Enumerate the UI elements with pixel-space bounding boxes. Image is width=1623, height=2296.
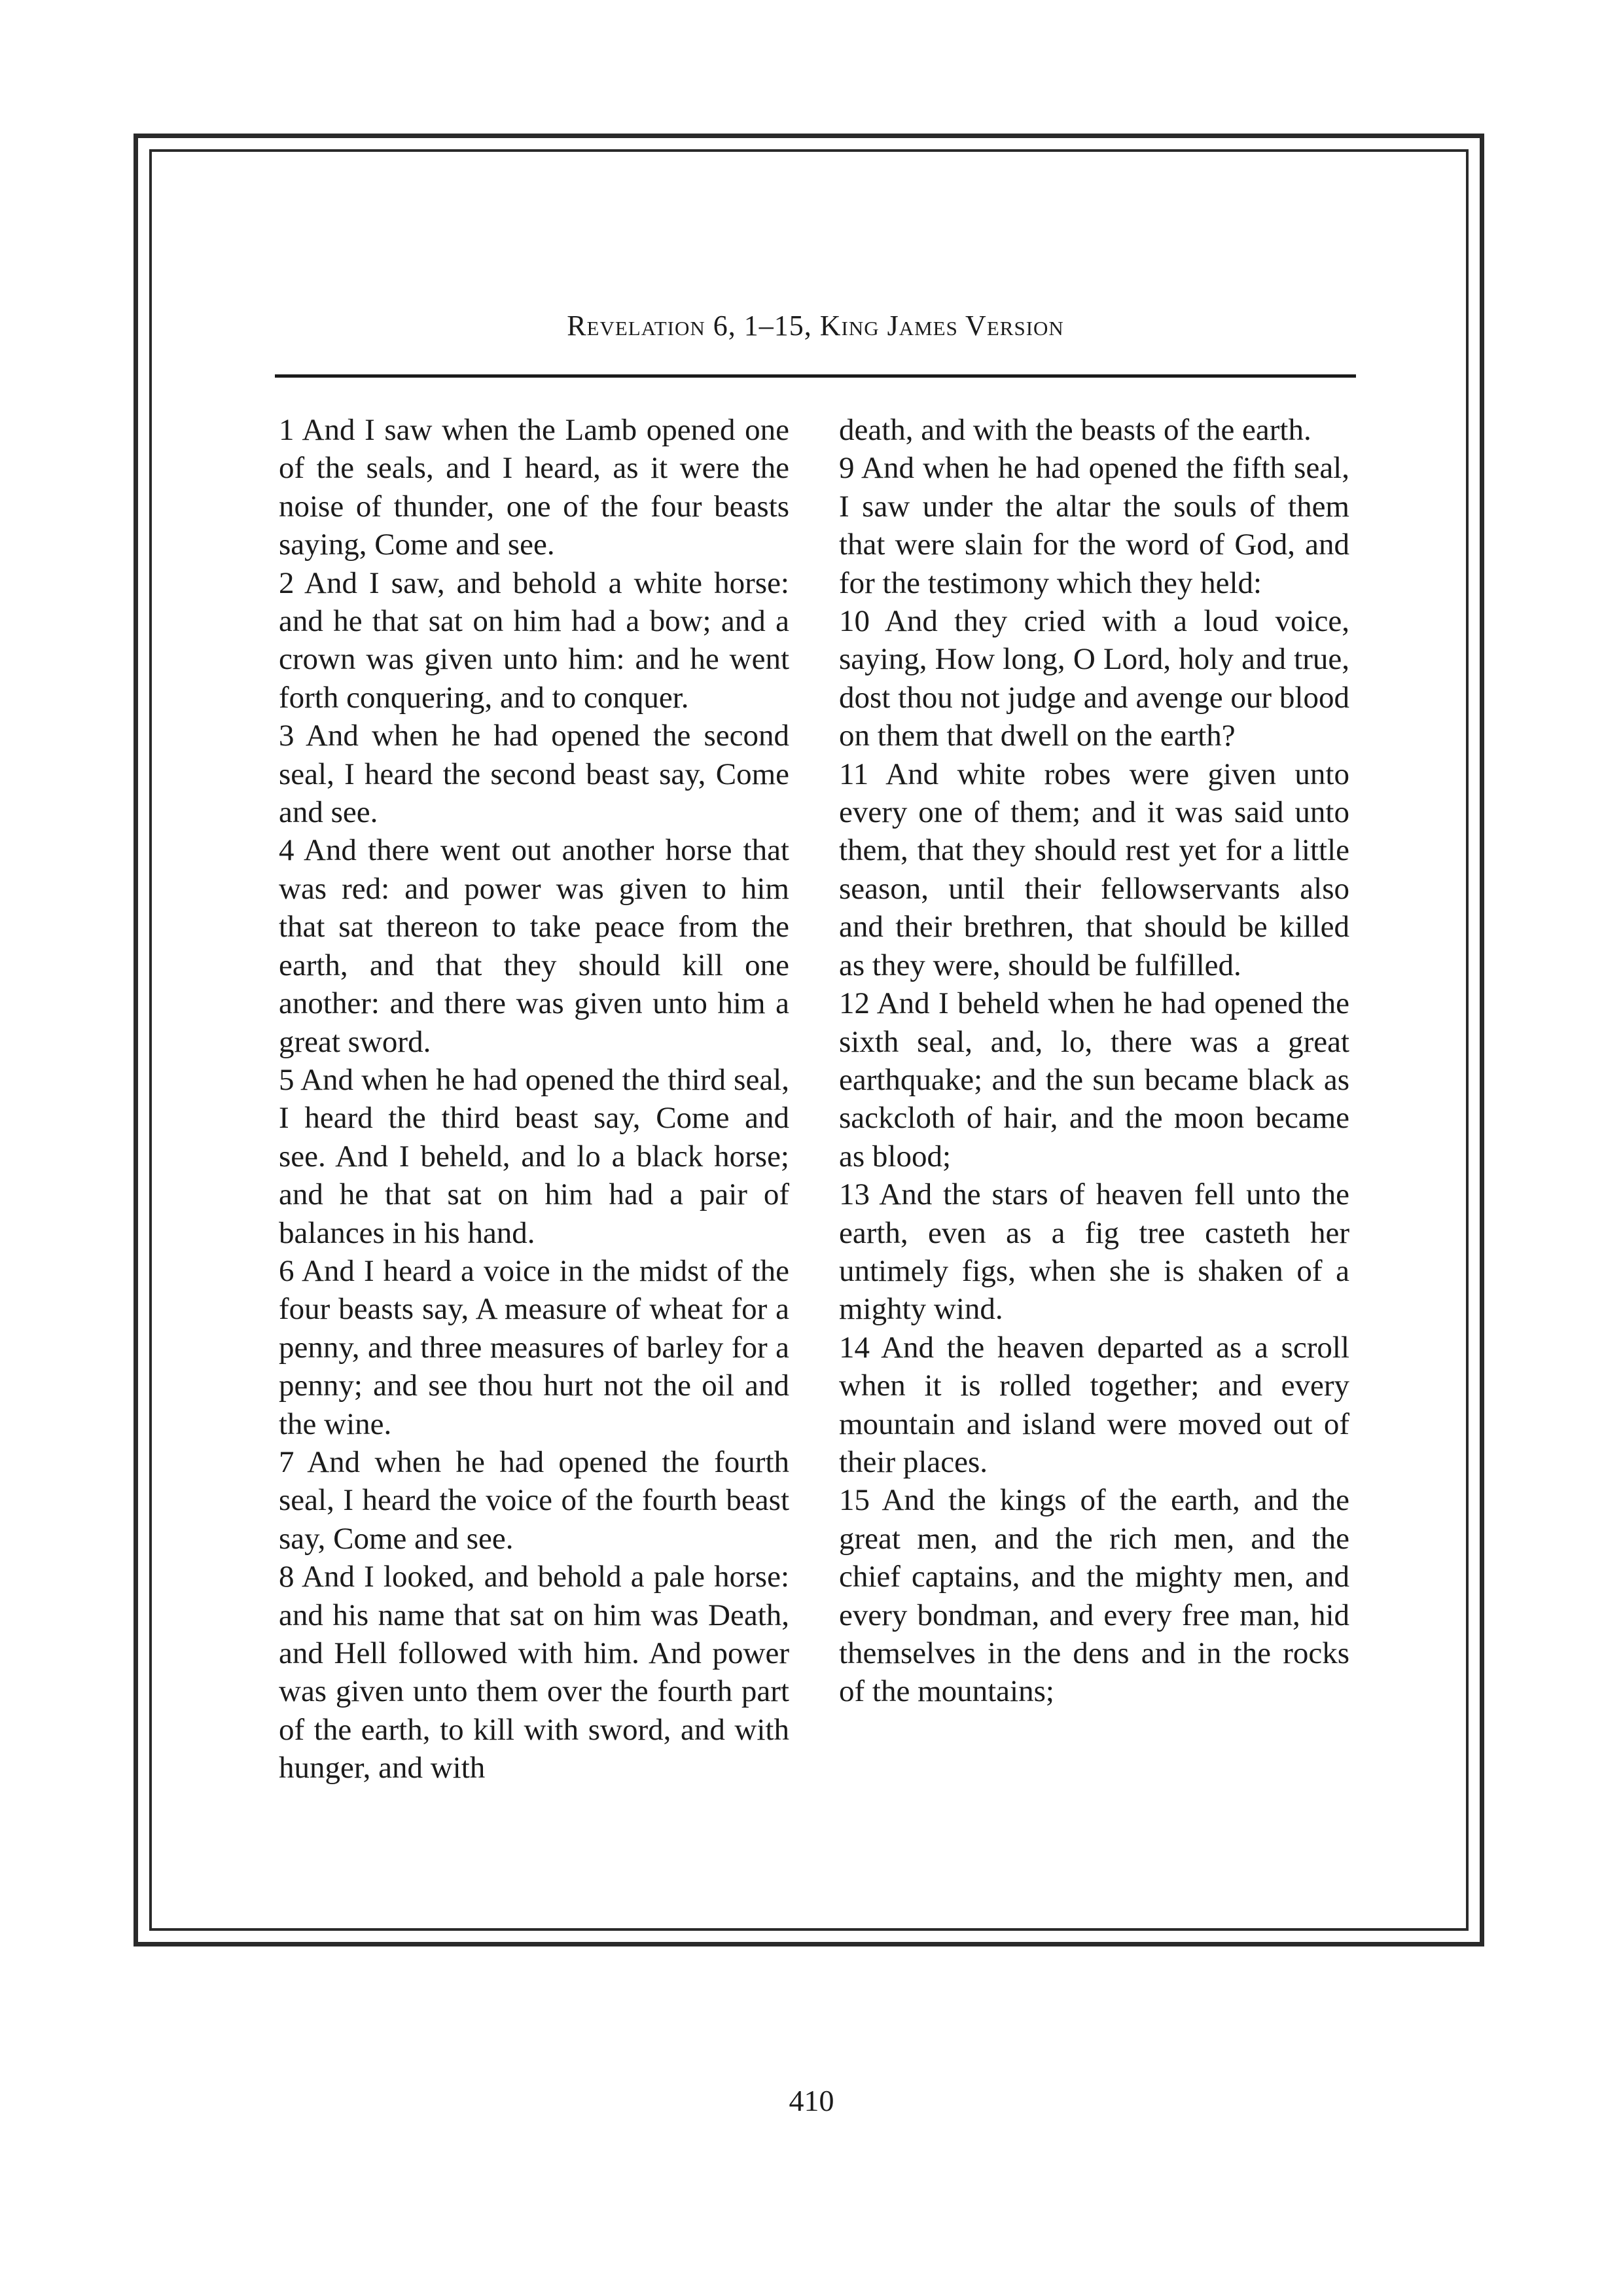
text-column-left (279, 411, 789, 1787)
verse-14: 14 And the heaven departed as a scroll when it is rolled together; and every mountain and island were moved out of their places. (839, 1330, 1349, 1479)
verse-12: 12 And I beheld when he had opened the sixth seal, and, lo, there was a great earthquake; and the sun became black as sackcloth of hair, and the moon became as blood; (839, 986, 1349, 1174)
header-rule (275, 374, 1356, 378)
verse-15: 15 And the kings of the earth, and the great men, and the rich men, and the chief captains, and the mighty men, and every bondman, and every free man, hid themselves in the dens and in the rocks of the mountains; (839, 1483, 1349, 1709)
text-column-right (839, 411, 1349, 1711)
page-number: 410 (789, 2084, 834, 2117)
verse-11: 11 And white robes were given unto every one of them; and it was said unto them, that they should rest yet for a little season, until their fellowservants also and their brethren, that should be killed as they were, should be fulfilled. (839, 757, 1349, 982)
verse-5: 5 And when he had opened the third seal, I heard the third beast say, Come and see. And I beheld, and lo a black horse; and he that sat on him had a pair of balances in his hand. (279, 1062, 789, 1250)
verse-6: 6 And I heard a voice in the midst of the four beasts say, A measure of wheat for a penny, and three measures of barley for a penny; and see thou hurt not the oil and the wine. (279, 1253, 789, 1441)
verse-13: 13 And the stars of heaven fell unto the earth, even as a fig tree casteth her untimely figs, when she is shaken of a mighty wind. (839, 1177, 1349, 1327)
running-header: Revelation 6, 1–15, King James Version (567, 310, 1064, 342)
verse-7: 7 And when he had opened the fourth seal, I heard the voice of the fourth beast say, Come and see. (279, 1444, 789, 1556)
verse-1: 1 And I saw when the Lamb opened one of the seals, and I heard, as it were the noise of thunder, one of the four beasts saying, Come and see. (279, 413, 789, 562)
verse-2: 2 And I saw, and behold a white horse: and he that sat on him had a bow; and a crown was given unto him: and he went forth conquering, and to conquer. (279, 565, 789, 715)
verse-4: 4 And there went out another horse that was red: and power was given to him that sat thereon to take peace from the earth, and that they should kill one another: and there was given unto him a great sword. (279, 833, 789, 1059)
verse-8-continued: death, and with the beasts of the earth. (839, 413, 1311, 447)
verse-8: 8 And I looked, and behold a pale horse: and his name that sat on him was Death, and Hell followed with him. And power was given unto them over the fourth part of the earth, to kill with sword, and with hunger, and with (279, 1560, 789, 1785)
verse-9: 9 And when he had opened the fifth seal, I saw under the altar the souls of them that were slain for the word of God, and for the testimony which they held: (839, 451, 1349, 600)
verse-3: 3 And when he had opened the second seal, I heard the second beast say, Come and see. (279, 719, 789, 830)
verse-10: 10 And they cried with a loud voice, saying, How long, O Lord, holy and true, dost thou not judge and avenge our blood on them that dwell on the earth? (839, 604, 1349, 753)
